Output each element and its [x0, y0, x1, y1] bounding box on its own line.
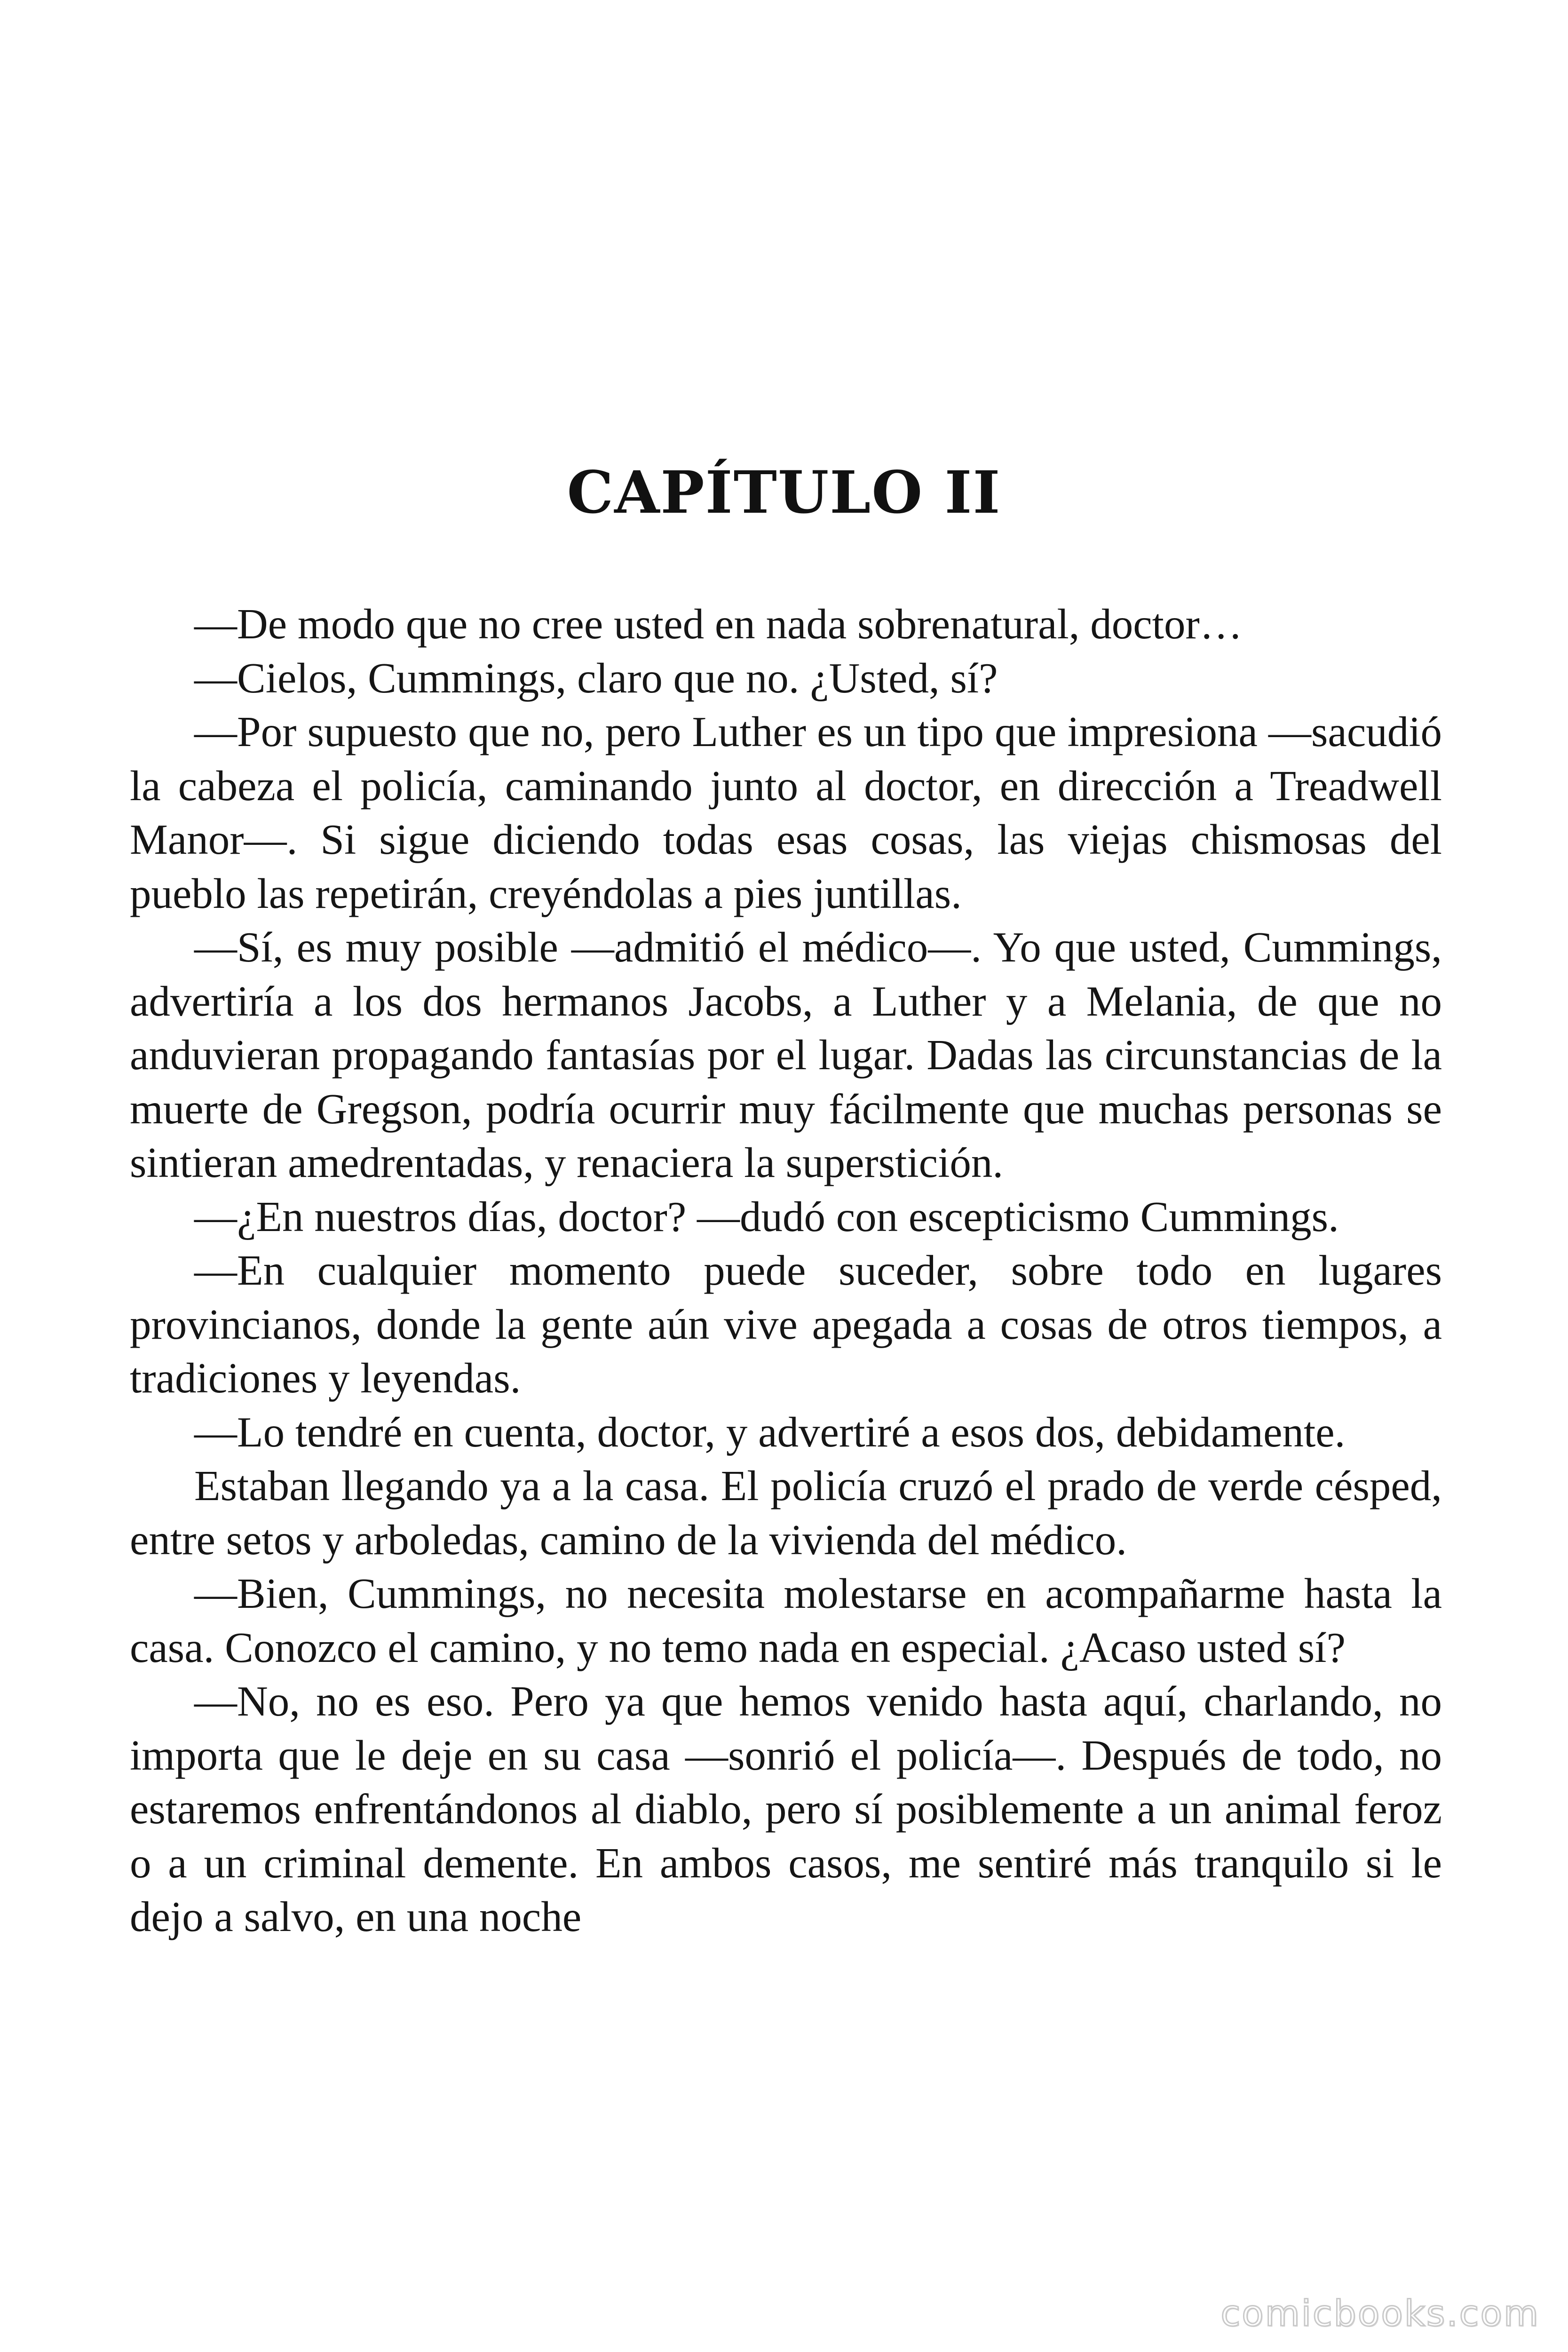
- chapter-title: CAPÍTULO II: [567, 459, 1001, 527]
- paragraph: —En cualquier momento puede suceder, sobre todo en lugares provincianos, donde la gente aún vive apegada a cosas de otros tiempos, a tradiciones y leyendas.: [130, 1247, 1442, 1402]
- paragraph: —Cielos, Cummings, claro que no. ¿Usted, sí?: [194, 654, 998, 702]
- paragraph: Estaban llegando ya a la casa. El policía cruzó el prado de verde césped, entre setos y arboledas, camino de la vivienda del médico.: [130, 1462, 1442, 1564]
- paragraph: —Sí, es muy posible —admitió el médico—. Yo que usted, Cummings, advertiría a los dos hermanos Jacobs, a Luther y a Melania, de que no anduvieran propagando fantasías por el lugar. Dadas las circunstancias de la muerte de Gregson, podría ocurrir muy fácilmente que muchas personas se sintieran amedrentadas, y renaciera la superstición.: [130, 923, 1442, 1186]
- paragraph: —Lo tendré en cuenta, doctor, y advertiré a esos dos, debidamente.: [194, 1408, 1346, 1456]
- paragraph: —¿En nuestros días, doctor? —dudó con escepticismo Cummings.: [194, 1192, 1339, 1240]
- chapter-body: [130, 597, 1442, 1944]
- site-watermark: comicbooks.com: [1220, 2292, 1540, 2334]
- paragraph: —Por supuesto que no, pero Luther es un tipo que impresiona —sacudió la cabeza el policía, caminando junto al doctor, en dirección a Treadwell Manor—. Si sigue diciendo todas esas cosas, las viejas chismosas del pueblo las repetirán, creyéndolas a pies juntillas.: [130, 708, 1442, 917]
- paragraph: —No, no es eso. Pero ya que hemos venido hasta aquí, charlando, no importa que le deje en su casa —sonrió el policía—. Después de todo, no estaremos enfrentándonos al diablo, pero sí posiblemente a un animal feroz o a un criminal demente. En ambos casos, me sentiré más tranquilo si le dejo a salvo, en una noche: [130, 1677, 1442, 1940]
- paragraph: —Bien, Cummings, no necesita molestarse en acompañarme hasta la casa. Conozco el camino, y no temo nada en especial. ¿Acaso usted sí?: [130, 1570, 1442, 1671]
- paragraph: —De modo que no cree usted en nada sobrenatural, doctor…: [194, 600, 1243, 648]
